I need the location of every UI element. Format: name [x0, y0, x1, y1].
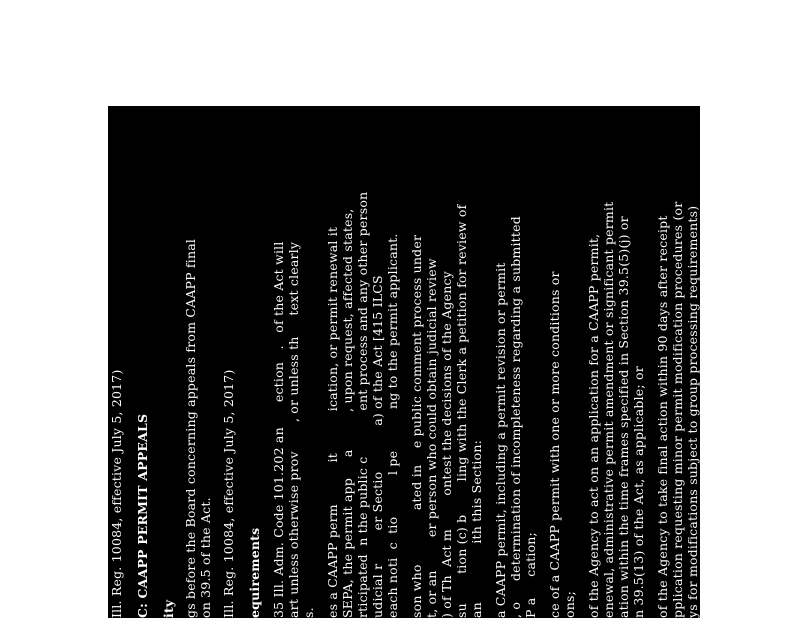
document-line: 35 Ill. Adm. Code 101.202 an ection . of the Act will	[271, 241, 286, 618]
document-line: an ith this Section:	[469, 439, 484, 618]
document-line: s.	[301, 607, 316, 618]
scanned-page	[108, 106, 715, 618]
document-line: ation within the time frames specified in Section 39.5(5)(j) or	[616, 216, 631, 618]
document-line: a CAAPP permit, including a permit revision or permit	[493, 262, 508, 618]
document-line: ys for modifications subject to group processing requirements)	[685, 205, 700, 618]
document-line: enewal, administrative permit amendment or significant permit	[601, 201, 616, 618]
document-line: Ill. Reg. 10084, effective July 5, 2017)	[109, 369, 124, 618]
document-line: C: CAAPP PERMIT APPEALS	[135, 413, 150, 618]
document-line: , o determination of incompleteness regarding a submitted	[508, 216, 523, 618]
document-line: equirements	[247, 527, 262, 618]
document-line: es a CAAPP perm it ication, or permit renewal it	[325, 226, 340, 618]
document-line: ons;	[562, 590, 577, 618]
document-line: n 39.5(13) of the Act, as applicable; or	[631, 366, 646, 618]
document-line: each noti c tio l pe ng to the permit applicant.	[385, 233, 400, 618]
rotated-text-block	[108, 106, 715, 618]
document-line: su tion (c) b ling with the Clerk a petition for review of	[454, 204, 469, 618]
document-line: udicial r er Sectio a) of the Act [415 ILCS	[370, 275, 385, 618]
document-line: art unless otherwise prov , or unless th text clearly	[286, 241, 301, 618]
document-line: ity	[161, 599, 176, 618]
document-line: Section 39.5(14) of the Act.	[700, 437, 715, 618]
document-line: P a cation;	[523, 532, 538, 618]
document-line: SEPA, the permit app a , upon request, affected states,	[340, 208, 355, 618]
document-line: on 39.5 of the Act.	[198, 497, 213, 618]
document-line: of the Agency to take final action within 90 days after receipt	[655, 215, 670, 618]
document-line: ) of Th Act m ontest the decisions of the Agency	[439, 271, 454, 618]
document-line: rticipated n the public c ent process and any other person	[355, 191, 370, 618]
document-line: t, or an er person who could obtain judicial review	[424, 258, 439, 618]
document-line: gs before the Board concerning appeals from CAAPP final	[183, 238, 198, 618]
document-line: son who ated in e public comment process under	[409, 234, 424, 618]
document-line: ce of a CAAPP permit with one or more conditions or	[547, 271, 562, 618]
document-line: pplication requesting minor permit modification procedures (or	[670, 201, 685, 618]
document-line: of the Agency to act on an application for a CAAPP permit,	[586, 233, 601, 618]
document-line: Ill. Reg. 10084, effective July 5, 2017)	[221, 369, 236, 618]
